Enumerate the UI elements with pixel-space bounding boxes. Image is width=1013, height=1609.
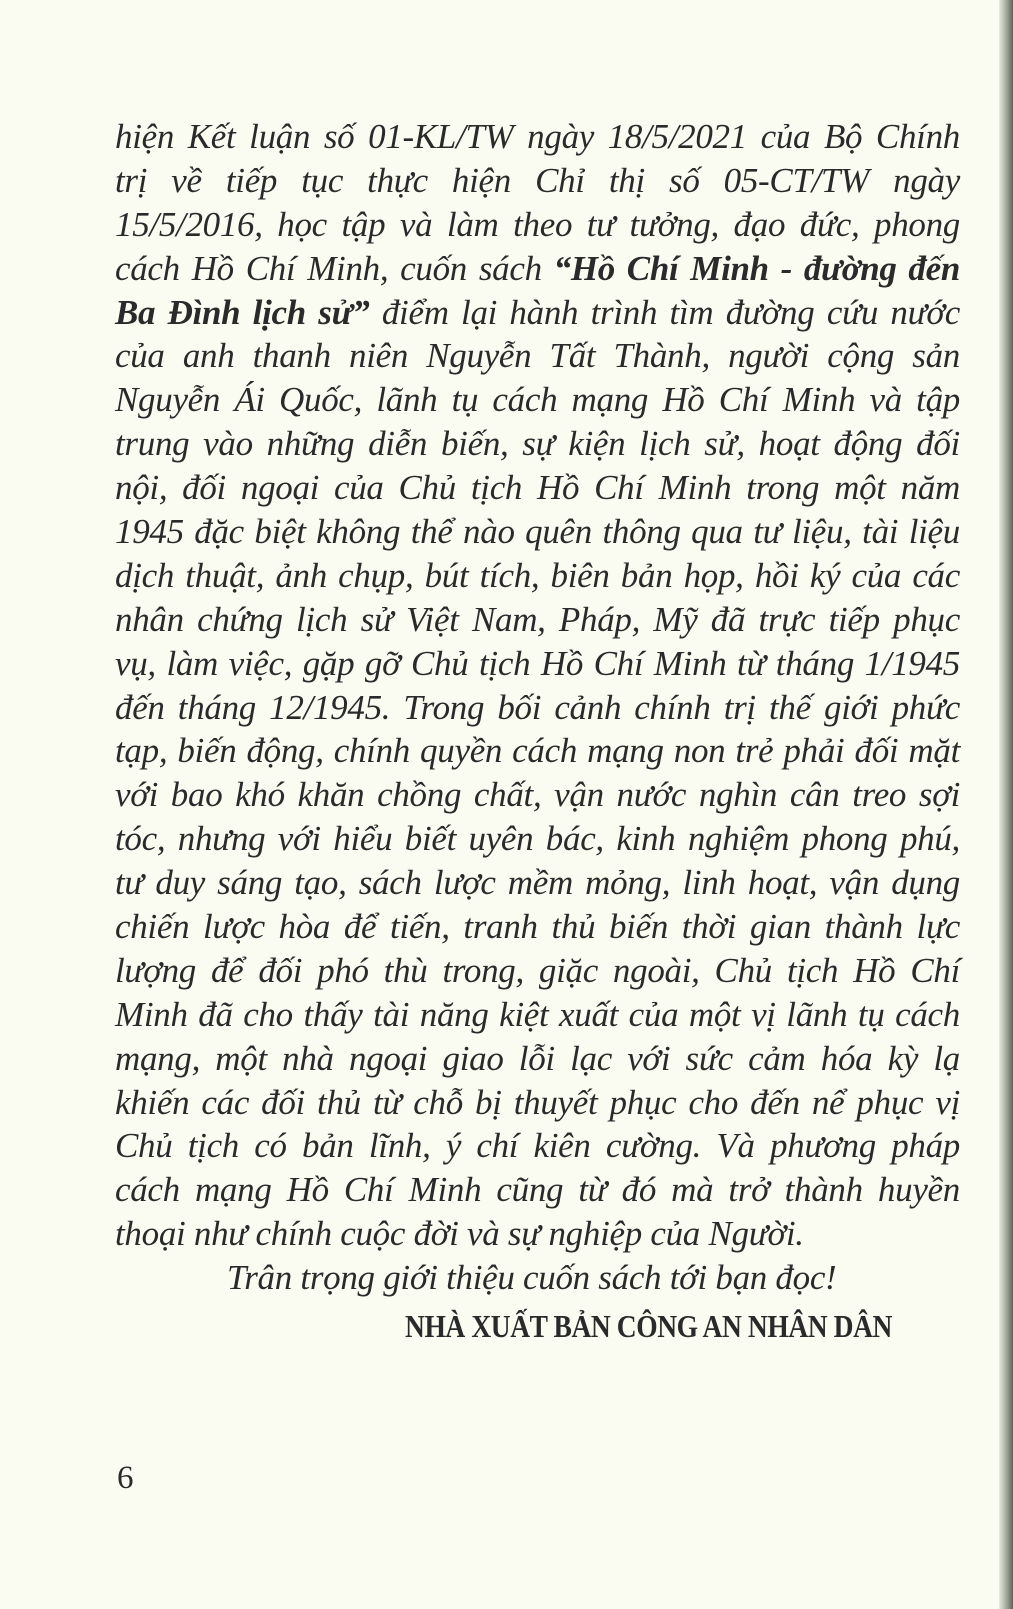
text-segment: tư duy sáng tạo, sách lược mềm mỏng, linh hoạt, vận dụng (115, 863, 960, 903)
text-line (115, 686, 960, 730)
text-line (115, 378, 960, 422)
text-line (115, 1037, 960, 1081)
text-segment: lượng để đối phó thù trong, giặc ngoài, Chủ tịch Hồ Chí (115, 950, 960, 990)
text-line (115, 422, 960, 466)
text-line (115, 1124, 960, 1168)
text-segment: 1945 đặc biệt không thể nào quên thông qua tư liệu, tài liệu (115, 512, 960, 552)
page-edge-shadow (999, 0, 1013, 1609)
text-line (115, 291, 960, 335)
text-segment: tạp, biến động, chính quyền cách mạng non trẻ phải đối mặt (115, 731, 960, 771)
text-line (115, 510, 960, 554)
publisher-signature: NHÀ XUẤT BẢN CÔNG AN NHÂN DÂN (405, 1308, 892, 1344)
text-line (115, 993, 960, 1037)
text-segment: khiến các đối thủ từ chỗ bị thuyết phục cho đến nể phục vị (115, 1082, 960, 1122)
text-line (115, 817, 960, 861)
text-segment: Chủ tịch có bản lĩnh, ý chí kiên cường. Và phương pháp (115, 1126, 960, 1166)
text-line (115, 773, 960, 817)
text-line (115, 203, 960, 247)
text-line (115, 598, 960, 642)
text-line (115, 1168, 960, 1212)
text-line (115, 466, 960, 510)
book-title-text: “Hồ Chí Minh - đường đến (553, 248, 960, 288)
text-segment: trung vào những diễn biến, sự kiện lịch sử, hoạt động đối (115, 424, 960, 464)
text-line (115, 729, 960, 773)
closing-line: Trân trọng giới thiệu cuốn sách tới bạn đọc! (227, 1258, 837, 1298)
text-segment: điểm lại hành trình tìm đường cứu nước (369, 292, 960, 332)
text-segment: của anh thanh niên Nguyễn Tất Thành, người cộng sản (115, 336, 960, 376)
text-segment: thoại như chính cuộc đời và sự nghiệp của Người. (115, 1214, 804, 1254)
text-segment: Minh đã cho thấy tài năng kiệt xuất của một vị lãnh tụ cách (115, 994, 960, 1034)
text-segment: cách Hồ Chí Minh, cuốn sách (115, 248, 554, 288)
text-line (115, 949, 960, 993)
text-segment: dịch thuật, ảnh chụp, bút tích, biên bản họp, hồi ký của các (115, 555, 960, 595)
text-line (115, 905, 960, 949)
text-segment: chiến lược hòa để tiến, tranh thủ biến thời gian thành lực (115, 907, 960, 947)
text-line (115, 115, 960, 159)
text-segment: vụ, làm việc, gặp gỡ Chủ tịch Hồ Chí Minh từ tháng 1/1945 (115, 643, 960, 683)
text-segment: đến tháng 12/1945. Trong bối cảnh chính trị thế giới phức (115, 687, 960, 727)
text-line (115, 642, 960, 686)
text-line (115, 247, 960, 291)
book-title-text: Ba Đình lịch sử” (115, 292, 370, 332)
text-segment: Nguyễn Ái Quốc, lãnh tụ cách mạng Hồ Chí Minh và tập (115, 380, 960, 420)
text-line (115, 1081, 960, 1125)
text-segment: nhân chứng lịch sử Việt Nam, Pháp, Mỹ đã trực tiếp phục (115, 599, 960, 639)
text-segment: 15/5/2016, học tập và làm theo tư tưởng, đạo đức, phong (115, 204, 960, 244)
text-line (115, 1212, 960, 1256)
page-number: 6 (117, 1460, 134, 1496)
text-segment: mạng, một nhà ngoại giao lỗi lạc với sức cảm hóa kỳ lạ (115, 1038, 960, 1078)
text-line (115, 554, 960, 598)
text-segment: trị về tiếp tục thực hiện Chỉ thị số 05-CT/TW ngày (115, 160, 960, 200)
text-segment: với bao khó khăn chồng chất, vận nước nghìn cân treo sợi (115, 775, 960, 815)
text-segment: nội, đối ngoại của Chủ tịch Hồ Chí Minh trong một năm (115, 468, 960, 508)
text-segment: tóc, nhưng với hiểu biết uyên bác, kinh nghiệm phong phú, (115, 819, 960, 859)
text-line (115, 159, 960, 203)
text-segment: cách mạng Hồ Chí Minh cũng từ đó mà trở thành huyền (115, 1170, 960, 1210)
text-line (115, 861, 960, 905)
text-segment: hiện Kết luận số 01-KL/TW ngày 18/5/2021 của Bộ Chính (115, 117, 960, 156)
body-text (115, 115, 960, 1300)
text-line (115, 334, 960, 378)
